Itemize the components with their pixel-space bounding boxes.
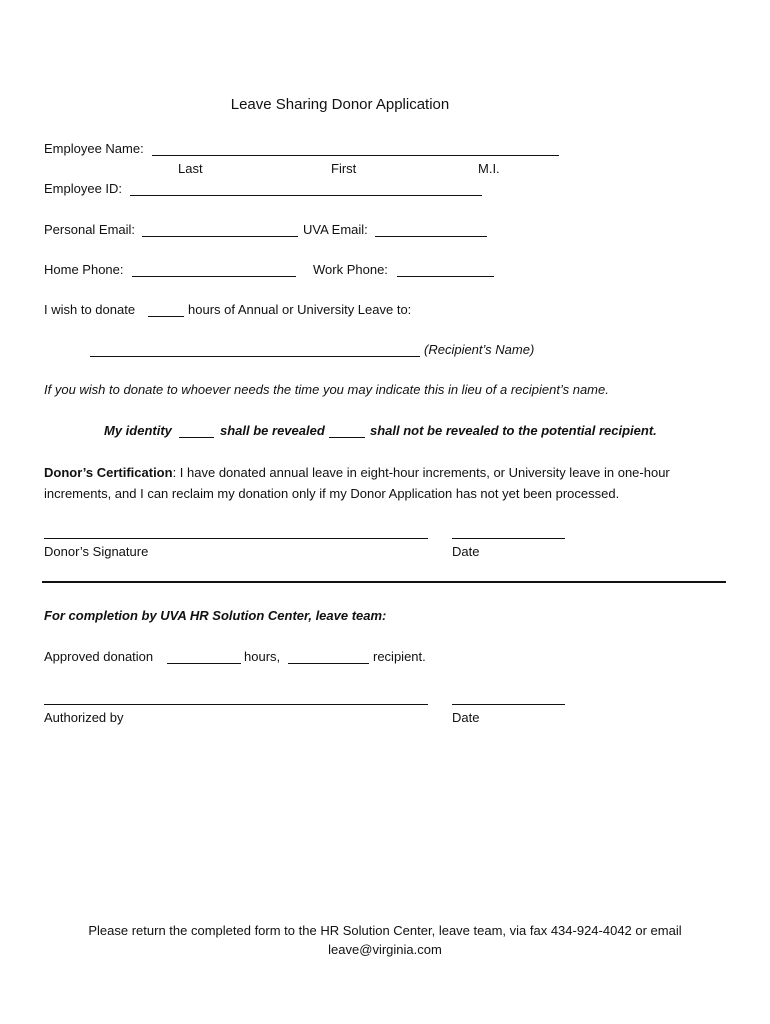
approved-recipient-label: recipient. [373, 649, 426, 664]
donate-hours-field[interactable] [148, 316, 184, 317]
donor-certification [44, 462, 734, 504]
approved-recipient-field[interactable] [288, 663, 369, 664]
home-phone-field[interactable] [132, 276, 296, 277]
hr-section-heading: For completion by UVA HR Solution Center, leave team: [44, 608, 387, 623]
identity-part3: shall not be revealed to the potential recipient. [370, 423, 657, 438]
authorized-by-field[interactable] [44, 704, 428, 705]
donor-signature-field[interactable] [44, 538, 428, 539]
employee-id-field[interactable] [130, 195, 482, 196]
employee-name-last-label: Last [178, 161, 203, 176]
approved-donation-label: Approved donation [44, 649, 154, 664]
identity-part1: My identity [104, 423, 172, 438]
certification-heading: Donor’s Certification [44, 465, 173, 480]
footer-line2: leave@virginia.com [328, 942, 442, 957]
identity-not-revealed-field[interactable] [329, 437, 365, 438]
personal-email-label: Personal Email: [44, 222, 136, 237]
uva-email-field[interactable] [375, 236, 487, 237]
identity-part2: shall be revealed [220, 423, 325, 438]
donate-text-before: I wish to donate [44, 302, 136, 317]
home-phone-label: Home Phone: [44, 262, 124, 277]
work-phone-label: Work Phone: [313, 262, 388, 277]
employee-name-field[interactable] [152, 155, 559, 156]
employee-name-label: Employee Name: [44, 141, 144, 156]
whoever-note: If you wish to donate to whoever needs the time you may indicate this in lieu of a recipient’s name. [44, 382, 609, 397]
uva-email-label: UVA Email: [303, 222, 368, 237]
footer-line1: Please return the completed form to the HR Solution Center, leave team, via fax 434-924-4042 or email [88, 923, 682, 938]
recipient-name-label: (Recipient’s Name) [424, 342, 535, 357]
donate-text-after: hours of Annual or University Leave to: [188, 302, 412, 317]
certification-text: : I have donated annual leave in eight-hour increments, or University leave in one-hour increments, and I can reclaim my donation only if my Donor Application has not yet been processed. [44, 465, 670, 501]
work-phone-field[interactable] [397, 276, 494, 277]
authorized-date-label: Date [452, 710, 480, 725]
approved-hours-field[interactable] [167, 663, 241, 664]
donor-signature-label: Donor’s Signature [44, 544, 149, 559]
donor-date-label: Date [452, 544, 480, 559]
personal-email-field[interactable] [142, 236, 298, 237]
donor-date-field[interactable] [452, 538, 565, 539]
form-title: Leave Sharing Donor Application [230, 96, 450, 113]
identity-revealed-field[interactable] [179, 437, 214, 438]
employee-name-mi-label: M.I. [478, 161, 500, 176]
employee-id-label: Employee ID: [44, 181, 123, 196]
employee-name-first-label: First [331, 161, 357, 176]
recipient-name-field[interactable] [90, 356, 420, 357]
section-divider [42, 581, 726, 583]
authorized-date-field[interactable] [452, 704, 565, 705]
authorized-by-label: Authorized by [44, 710, 124, 725]
approved-hours-label: hours, [244, 649, 281, 664]
